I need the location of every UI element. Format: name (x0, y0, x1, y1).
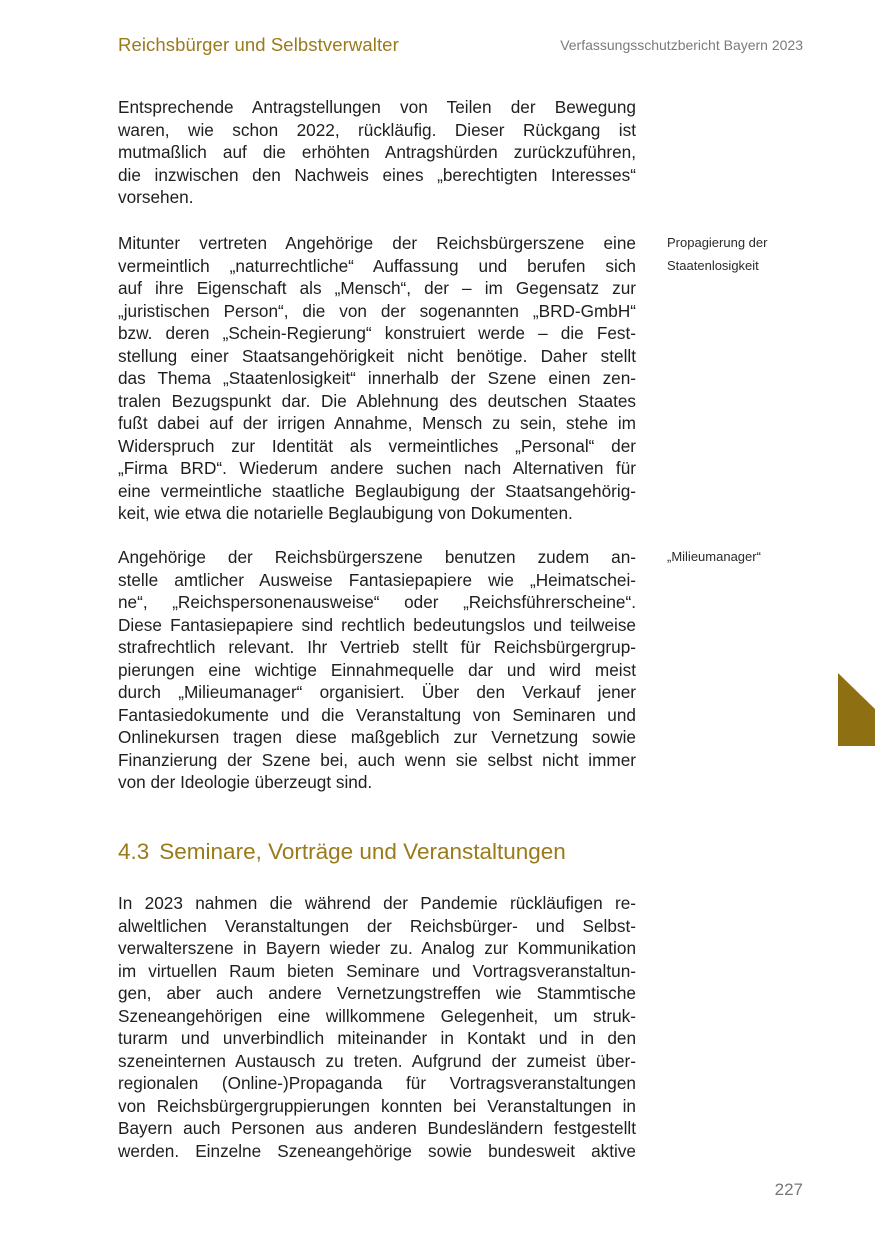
running-header-publication: Verfassungsschutzbericht Bayern 2023 (560, 37, 803, 53)
paragraph-staatenlosigkeit (118, 232, 636, 525)
page-number: 227 (774, 1180, 803, 1199)
chapter-tab-marker (838, 673, 875, 746)
margin-note-line: Staatenlosigkeit (667, 257, 759, 273)
text-line: im virtuellen Raum bieten Seminare und Vortragsveranstaltun- (118, 960, 636, 981)
text-line: verwalterszene in Bayern wieder zu. Analog zur Kommunikation (118, 938, 636, 958)
running-header-title: Reichsbürger und Selbstverwalter (118, 34, 399, 55)
text-line: „juristischen Person“, die von der sogenannten „BRD-GmbH“ (118, 300, 636, 321)
text-line: stellung einer Staatsangehörigkeit nicht benötige. Daher stellt (118, 345, 636, 366)
text-line: durch „Milieumanager“ organisiert. Über den Verkauf jener (118, 682, 636, 702)
paragraph-fantasiepapiere (118, 546, 636, 794)
margin-note-line: Propagierung der (667, 235, 768, 250)
text-line: Widerspruch zur Identität als vermeintliches „Personal“ der (118, 435, 636, 456)
chapter-tab-shape (838, 673, 875, 746)
text-line: fußt dabei auf der irrigen Annahme, Mensch zu sein, stehe im (118, 413, 636, 433)
margin-note-milieumanager (667, 546, 761, 569)
text-line: keit, wie etwa die notarielle Beglaubigung von Dokumenten. (118, 503, 573, 523)
text-line: Diese Fantasiepapiere sind rechtlich bedeutungslos und teilweise (118, 614, 636, 635)
text-line: vermeintlich „naturrechtliche“ Auffassung und berufen sich (118, 255, 636, 276)
section-heading (118, 839, 566, 865)
text-line: Bayern auch Personen aus anderen Bundesländern festgestellt (118, 1118, 636, 1138)
text-line: die inzwischen den Nachweis eines „berechtigten Interesses“ (118, 164, 636, 185)
text-line: das Thema „Staatenlosigkeit“ innerhalb der Szene einen zen- (118, 368, 636, 388)
section-number: 4.3 (118, 839, 150, 864)
text-line: mutmaßlich auf die erhöhten Antragshürden zurückzuführen, (118, 142, 636, 162)
text-line: Fantasiedokumente und die Veranstaltung von Seminaren und (118, 704, 636, 725)
text-line: auf ihre Eigenschaft als „Mensch“, der – im Gegensatz zur (118, 278, 636, 298)
text-line: „Firma BRD“. Wiederum andere suchen nach Alternativen für (118, 458, 636, 478)
text-line: von Reichsbürgergruppierungen konnten bei Veranstaltungen in (118, 1095, 636, 1116)
text-line: eine vermeintliche staatliche Beglaubigung der Staatsangehörig- (118, 480, 636, 501)
margin-note-line: „Milieumanager“ (667, 549, 761, 564)
text-line: waren, wie schon 2022, rückläufig. Dieser Rückgang ist (118, 119, 636, 140)
text-line: ne“, „Reichspersonenausweise“ oder „Reichsführerscheine“. (118, 592, 636, 612)
text-line: vorsehen. (118, 187, 194, 207)
text-line: gen, aber auch andere Vernetzungstreffen wie Stammtische (118, 983, 636, 1003)
text-line: strafrechtlich relevant. Ihr Vertrieb stellt für Reichsbürgergrup- (118, 637, 636, 657)
text-line: tralen Bezugspunkt dar. Die Ablehnung des deutschen Staates (118, 390, 636, 411)
text-line: Szeneangehörigen eine willkommene Gelegenheit, um struk- (118, 1005, 636, 1026)
text-line: alweltlichen Veranstaltungen der Reichsbürger- und Selbst- (118, 915, 636, 936)
text-line: werden. Einzelne Szeneangehörige sowie bundesweit aktive (118, 1140, 636, 1161)
text-line: turarm und unverbindlich miteinander in Kontakt und in den (118, 1028, 636, 1048)
text-line: von der Ideologie überzeugt sind. (118, 772, 373, 792)
text-line: Onlinekursen tragen diese maßgeblich zur Vernetzung sowie (118, 727, 636, 747)
paragraph-veranstaltungen (118, 892, 636, 1162)
text-line: Finanzierung der Szene bei, auch wenn sie selbst nicht immer (118, 749, 636, 770)
text-line: Entsprechende Antragstellungen von Teilen der Bewegung (118, 97, 636, 117)
text-line: Angehörige der Reichsbürgerszene benutzen zudem an- (118, 547, 636, 567)
text-line: regionalen (Online-)Propaganda für Vortragsveranstaltungen (118, 1073, 636, 1093)
text-line: szeneinternen Austausch zu treten. Aufgrund der zumeist über- (118, 1050, 636, 1071)
paragraph-antragstellungen (118, 96, 636, 209)
section-title: Seminare, Vorträge und Veranstaltungen (159, 839, 566, 864)
text-line: stelle amtlicher Ausweise Fantasiepapiere wie „Heimatschei- (118, 569, 636, 590)
text-line: pierungen eine wichtige Einnahmequelle dar und wird meist (118, 659, 636, 680)
text-line: bzw. deren „Schein-Regierung“ konstruiert werde – die Fest- (118, 323, 636, 343)
text-line: Mitunter vertreten Angehörige der Reichsbürgerszene eine (118, 233, 636, 253)
text-line: In 2023 nahmen die während der Pandemie rückläufigen re- (118, 893, 636, 913)
margin-note-staatenlosigkeit (667, 232, 767, 277)
